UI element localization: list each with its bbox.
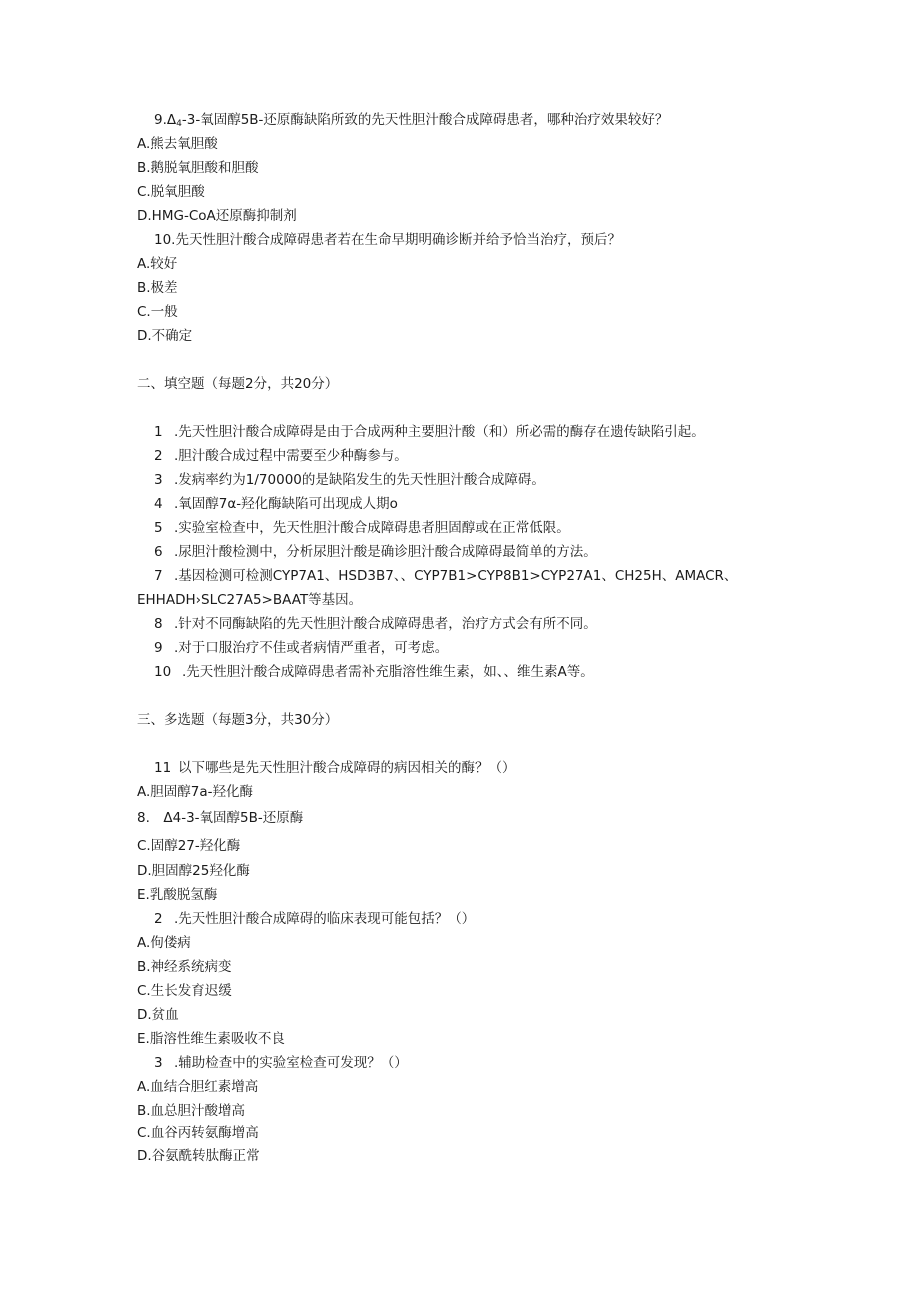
fill-item: 2 .胆汁酸合成过程中需要至少种酶参与。: [154, 448, 408, 464]
fill-item: 8 .针对不同酶缺陷的先天性胆汁酸合成障碍患者，治疗方式会有所不同。: [154, 616, 597, 632]
q11-option-b: 8. Δ4-3-氧固醇5B-还原酶: [137, 810, 304, 826]
q9-option-a: A.熊去氧胆酸: [137, 136, 218, 152]
fill-item: 6 .尿胆汁酸检测中，分析尿胆汁酸是确诊胆汁酸合成障碍最简单的方法。: [154, 544, 597, 560]
q3-option-a: A.血结合胆红素增高: [137, 1079, 259, 1095]
question-10-stem: 10.先天性胆汁酸合成障碍患者若在生命早期明确诊断并给予恰当治疗，预后？: [154, 232, 621, 248]
q3-option-d: D.谷氨酰转肽酶正常: [137, 1148, 260, 1164]
section-3-title: 三、多选题（每题3分，共30分）: [137, 712, 339, 728]
q11-option-c: C.固醇27-羟化酶: [137, 838, 241, 854]
q2-option-e: E.脂溶性维生素吸收不良: [137, 1031, 285, 1047]
q2-option-a: A.佝偻病: [137, 935, 191, 951]
fill-item-continuation: EHHADH›SLC27A5>BAAT等基因。: [137, 592, 363, 608]
fill-item: 1 .先天性胆汁酸合成障碍是由于合成两种主要胆汁酸（和）所必需的酶存在遗传缺陷引起。: [154, 424, 705, 440]
q2-option-c: C.生长发育迟缓: [137, 983, 232, 999]
q11-option-d: D.胆固醇25羟化酶: [137, 863, 250, 879]
q9-option-c: C.脱氧胆酸: [137, 184, 205, 200]
q10-option-b: B.极差: [137, 280, 178, 296]
q10-option-a: A.较好: [137, 256, 178, 272]
q10-option-c: C.一般: [137, 304, 178, 320]
question-9-stem: $9.\Delta_4-3-$氧固醇5B-还原酶缺陷所致的先天性胆汁酸合成障碍患者，哪种治疗效果较好？: [154, 112, 669, 129]
q11-option-e: E.乳酸脱氢酶: [137, 887, 218, 903]
fill-item: 7 .基因检测可检测CYP7A1、HSD3B7、、CYP7B1>CYP8B1>CYP27A1、CH25H、AMACR、: [154, 568, 738, 584]
question-11-stem: 11 以下哪些是先天性胆汁酸合成障碍的病因相关的酶？（）: [154, 760, 516, 776]
q9-option-d: D.HMG-CoA还原酶抑制剂: [137, 208, 297, 224]
q9-option-b: B.鹅脱氧胆酸和胆酸: [137, 160, 259, 176]
question-2-stem: 2 .先天性胆汁酸合成障碍的临床表现可能包括？（）: [154, 911, 476, 927]
q3-option-c: C.血谷丙转氨酶增高: [137, 1125, 259, 1141]
section-2-title: 二、填空题（每题2分，共20分）: [137, 376, 339, 392]
fill-item: 10 .先天性胆汁酸合成障碍患者需补充脂溶性维生素，如、、维生素A等。: [154, 664, 594, 680]
fill-item: 3 .发病率约为1/70000的是缺陷发生的先天性胆汁酸合成障碍。: [154, 472, 545, 488]
q2-option-d: D.贫血: [137, 1007, 179, 1023]
question-3-stem: 3 .辅助检查中的实验室检查可发现？（）: [154, 1055, 408, 1071]
q10-option-d: D.不确定: [137, 328, 193, 344]
fill-item: 9 .对于口服治疗不佳或者病情严重者，可考虑。: [154, 640, 449, 656]
q2-option-b: B.神经系统病变: [137, 959, 232, 975]
fill-item: 4 .氧固醇7α-羟化酶缺陷可出现成人期o: [154, 496, 398, 512]
q3-option-b: B.血总胆汁酸增高: [137, 1103, 246, 1119]
q11-option-a: A.胆固醇7a-羟化酶: [137, 784, 254, 800]
fill-item: 5 .实验室检查中，先天性胆汁酸合成障碍患者胆固醇或在正常低限。: [154, 520, 570, 536]
